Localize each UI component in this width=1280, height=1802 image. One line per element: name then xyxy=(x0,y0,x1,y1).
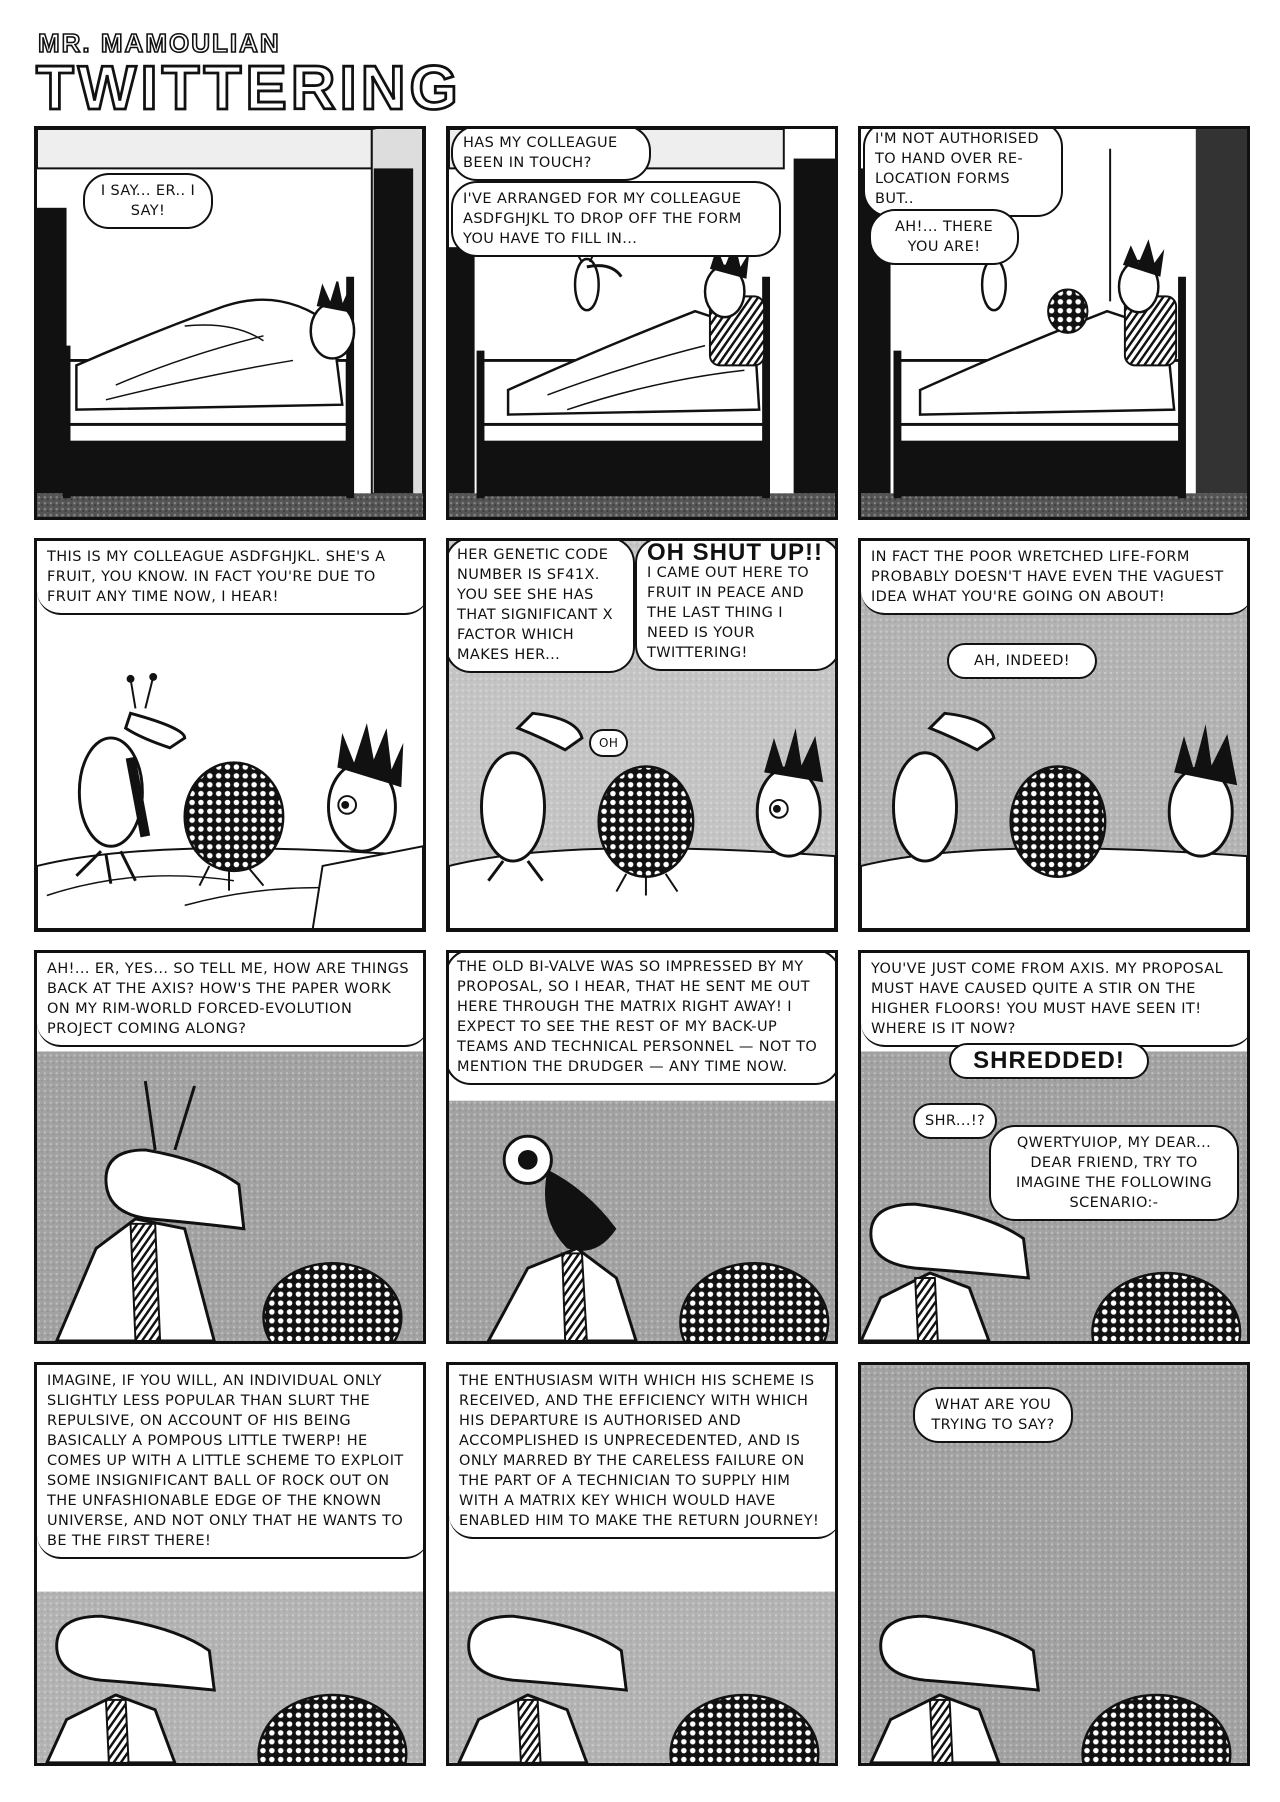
speech-bubble-shout: SHREDDED! xyxy=(949,1043,1149,1079)
speech-bubble: THE OLD BI-VALVE WAS SO IMPRESSED BY MY PROPOSAL, SO I HEAR, THAT HE SENT ME OUT HERE THROUGH THE MATRIX RIGHT AWAY! I EXPECT TO SEE THE REST OF MY BACK-UP TEAMS AND TECHNICAL PERSONNEL — NOT TO MENTION THE DRUDGER — ANY TIME NOW. xyxy=(446,950,838,1085)
panel-2 xyxy=(446,126,838,520)
speech-bubble: THIS IS MY COLLEAGUE ASDFGHJKL. SHE'S A FRUIT, YOU KNOW. IN FACT YOU'RE DUE TO FRUIT ANY TIME NOW, I HEAR! xyxy=(37,541,426,615)
panel-1 xyxy=(34,126,426,520)
speech-bubble: HER GENETIC CODE NUMBER IS SF41X. YOU SEE SHE HAS THAT SIGNIFICANT X FACTOR WHICH MAKES HER... xyxy=(446,538,635,673)
speech-bubble: I SAY... ER.. I SAY! xyxy=(83,173,213,229)
speech-bubble: I'VE ARRANGED FOR MY COLLEAGUE ASDFGHJKL TO DROP OFF THE FORM YOU HAVE TO FILL IN... xyxy=(451,181,781,257)
speech-bubble: YOU'VE JUST COME FROM AXIS. MY PROPOSAL MUST HAVE CAUSED QUITE A STIR ON THE HIGHER FLOORS! YOU MUST HAVE SEEN IT! WHERE IS IT NOW? xyxy=(861,953,1250,1047)
comic-byline: MR. MAMOULIAN xyxy=(38,28,281,58)
panel-11 xyxy=(446,1362,838,1766)
speech-bubble: AH!... THERE YOU ARE! xyxy=(869,209,1019,265)
shout-text: OH SHUT UP!! xyxy=(647,539,823,566)
speech-bubble: IMAGINE, IF YOU WILL, AN INDIVIDUAL ONLY SLIGHTLY LESS POPULAR THAN SLURT THE REPULSIVE, ON ACCOUNT OF HIS BEING BASICALLY A POMPOUS LITTLE TWERP! HE COMES UP WITH A LITTLE SCHEME TO EXPLOIT SOME INSIGNIFICANT BALL OF ROCK OUT ON THE UNFASHIONABLE EDGE OF THE KNOWN UNIVERSE, AND NOT ONLY THAT HE WANTS TO BE THE FIRST THERE! xyxy=(37,1365,426,1559)
panel-12 xyxy=(858,1362,1250,1766)
speech-bubble: THE ENTHUSIASM WITH WHICH HIS SCHEME IS RECEIVED, AND THE EFFICIENCY WITH WHICH HIS DEPARTURE IS AUTHORISED AND ACCOMPLISHED IS UNPRECEDENTED, AND IS ONLY MARRED BY THE CARELESS FAILURE ON THE PART OF A TECHNICIAN TO SUPPLY HIM WITH A MATRIX KEY WHICH WOULD HAVE ENABLED HIM TO MAKE THE RETURN JOURNEY! xyxy=(449,1365,838,1539)
speech-bubble: AH, INDEED! xyxy=(947,643,1097,679)
panel-6 xyxy=(858,538,1250,932)
speech-bubble: IN FACT THE POOR WRETCHED LIFE-FORM PROBABLY DOESN'T HAVE EVEN THE VAGUEST IDEA WHAT YOU'RE GOING ON ABOUT! xyxy=(861,541,1250,615)
speech-bubble-small: OH xyxy=(589,729,628,757)
comic-title: TWITTERING xyxy=(36,54,462,123)
panel-9 xyxy=(858,950,1250,1344)
speech-bubble: AH!... ER, YES... SO TELL ME, HOW ARE THINGS BACK AT THE AXIS? HOW'S THE PAPER WORK ON MY RIM-WORLD FORCED-EVOLUTION PROJECT COMING ALONG? xyxy=(37,953,426,1047)
panel-4 xyxy=(34,538,426,932)
speech-bubble: HAS MY COLLEAGUE BEEN IN TOUCH? xyxy=(451,126,651,181)
speech-bubble: SHR...!? xyxy=(913,1103,997,1139)
panel-7 xyxy=(34,950,426,1344)
shout-body: I CAME OUT HERE TO FRUIT IN PEACE AND THE LAST THING I NEED IS YOUR TWITTERING! xyxy=(647,565,810,661)
speech-bubble xyxy=(635,538,838,671)
panel-8 xyxy=(446,950,838,1344)
panel-5 xyxy=(446,538,838,932)
speech-bubble: WHAT ARE YOU TRYING TO SAY? xyxy=(913,1387,1073,1443)
panel-10 xyxy=(34,1362,426,1766)
speech-bubble: I'M NOT AUTHORISED TO HAND OVER RE-LOCATION FORMS BUT.. xyxy=(863,126,1063,217)
panel-3 xyxy=(858,126,1250,520)
speech-bubble: QWERTYUIOP, MY DEAR... DEAR FRIEND, TRY TO IMAGINE THE FOLLOWING SCENARIO:- xyxy=(989,1125,1239,1221)
